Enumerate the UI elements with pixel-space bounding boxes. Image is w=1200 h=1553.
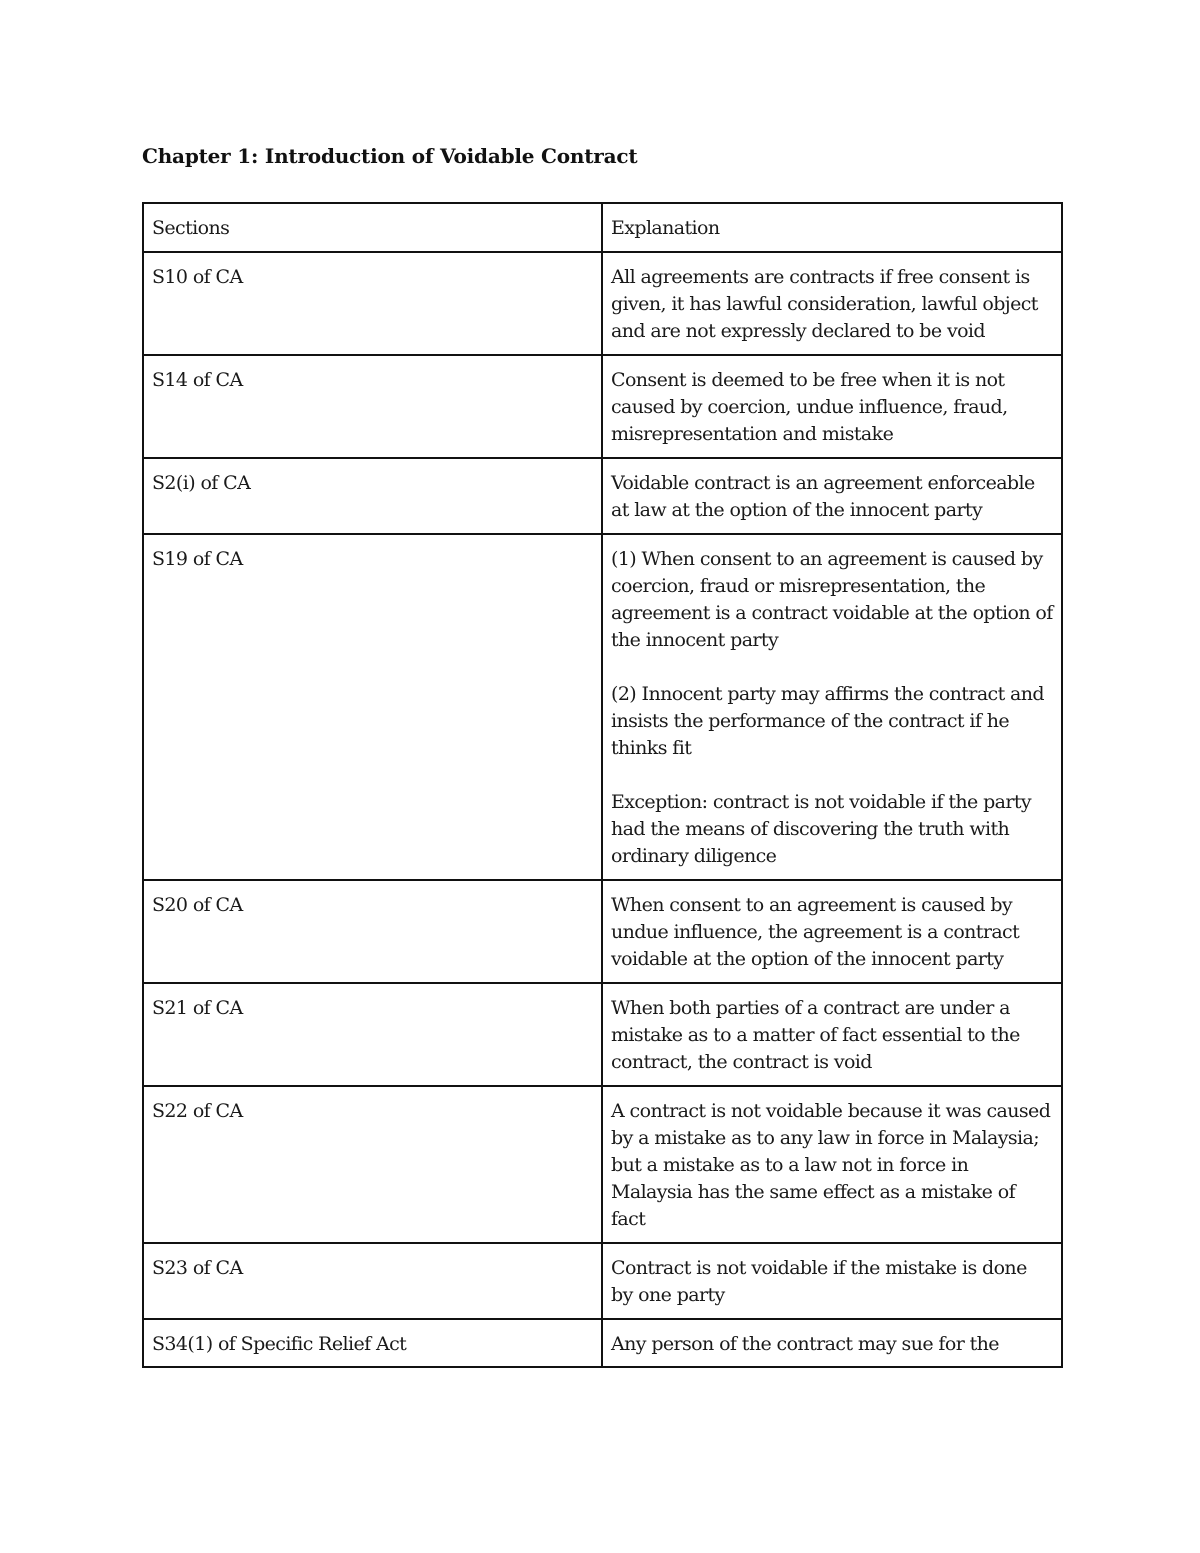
explanation-cell [602, 1086, 1062, 1243]
explanation-text: All agreements are contracts if free consent is given, it has lawful consideration, lawful object and are not expressly declared to be void [611, 266, 1038, 342]
table-row [143, 1319, 1062, 1367]
section-cell: S19 of CA [143, 534, 602, 880]
header-sections: Sections [143, 203, 602, 252]
section-cell: S34(1) of Specific Relief Act [143, 1319, 602, 1367]
explanation-cell [602, 458, 1062, 534]
table-row [143, 983, 1062, 1086]
explanation-text: Contract is not voidable if the mistake is done by one party [611, 1257, 1027, 1306]
explanation-text: Exception: contract is not voidable if the party had the means of discovering the truth with ordinary diligence [611, 791, 1032, 867]
table-row [143, 252, 1062, 355]
section-cell: S23 of CA [143, 1243, 602, 1319]
table-row [143, 1086, 1062, 1243]
explanation-text: A contract is not voidable because it was caused by a mistake as to any law in force in Malaysia; but a mistake as to a law not in force in Malaysia has the same effect as a mistake of fact [611, 1100, 1051, 1230]
explanation-text: Voidable contract is an agreement enforceable at law at the option of the innocent party [611, 472, 1035, 521]
explanation-text: Any person of the contract may sue for the [611, 1333, 999, 1355]
explanation-cell [602, 983, 1062, 1086]
table-row [143, 534, 1062, 880]
explanation-cell [602, 252, 1062, 355]
explanation-cell [602, 534, 1062, 880]
section-cell: S22 of CA [143, 1086, 602, 1243]
section-cell: S21 of CA [143, 983, 602, 1086]
explanation-cell [602, 1243, 1062, 1319]
section-cell: S14 of CA [143, 355, 602, 458]
table-row [143, 458, 1062, 534]
explanation-text: When both parties of a contract are under a mistake as to a matter of fact essential to the contract, the contract is void [611, 997, 1020, 1073]
header-explanation: Explanation [602, 203, 1062, 252]
explanation-cell [602, 355, 1062, 458]
explanation-text: (1) When consent to an agreement is caused by coercion, fraud or misrepresentation, the agreement is a contract voidable at the option of the innocent party [611, 548, 1053, 651]
explanation-text: Consent is deemed to be free when it is not caused by coercion, undue influence, fraud, misrepresentation and mistake [611, 369, 1008, 445]
explanation-text: When consent to an agreement is caused by undue influence, the agreement is a contract voidable at the option of the innocent party [611, 894, 1020, 970]
table-row [143, 1243, 1062, 1319]
section-cell: S2(i) of CA [143, 458, 602, 534]
table-header-row [143, 203, 1062, 252]
section-cell: S10 of CA [143, 252, 602, 355]
sections-table [142, 202, 1063, 1368]
explanation-text: (2) Innocent party may affirms the contract and insists the performance of the contract if he thinks fit [611, 683, 1044, 759]
explanation-cell [602, 1319, 1062, 1367]
explanation-cell [602, 880, 1062, 983]
section-cell: S20 of CA [143, 880, 602, 983]
page-title: Chapter 1: Introduction of Voidable Contract [142, 144, 638, 168]
table-row [143, 880, 1062, 983]
table-row [143, 355, 1062, 458]
